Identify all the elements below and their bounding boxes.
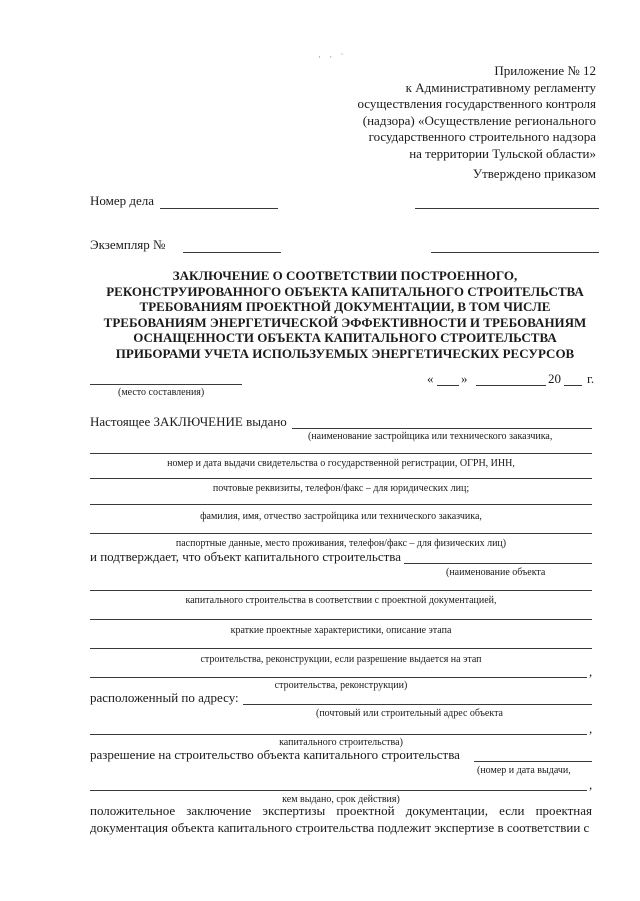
case-number-label: Номер дела bbox=[90, 193, 155, 208]
copy-number-label: Экземпляр № bbox=[90, 237, 166, 252]
object-field-line[interactable] bbox=[90, 648, 592, 649]
confirms-caption: (наименование объекта bbox=[446, 567, 546, 578]
address-field-line[interactable] bbox=[90, 734, 587, 735]
comma: , bbox=[589, 777, 593, 792]
appendix-line: (надзора) «Осуществление регионального bbox=[362, 112, 596, 128]
object-name-field[interactable] bbox=[404, 563, 592, 564]
comma: , bbox=[589, 664, 593, 679]
title-line: ПРИБОРАМИ УЧЕТА ИСПОЛЬЗУЕМЫХ ЭНЕРГЕТИЧЕСКИХ РЕСУРСОВ bbox=[115, 345, 575, 361]
issued-caption: (наименование застройщика или технического заказчика, bbox=[308, 431, 553, 442]
issued-caption: фамилия, имя, отчество застройщика или технического заказчика, bbox=[200, 511, 482, 522]
appendix-line: государственного строительного надзора bbox=[368, 129, 596, 144]
order-number-field[interactable] bbox=[415, 208, 599, 209]
copy-number-field[interactable] bbox=[183, 252, 281, 253]
title-line: ТРЕБОВАНИЯМ ПРОЕКТНОЙ ДОКУМЕНТАЦИИ, В ТОМ ЧИСЛЕ bbox=[139, 299, 551, 315]
permit-label: разрешение на строительство объекта капитального строительства bbox=[90, 747, 460, 762]
issued-to-label: Настоящее ЗАКЛЮЧЕНИЕ выдано bbox=[90, 414, 287, 429]
title-line: ТРЕБОВАНИЯМ ЭНЕРГЕТИЧЕСКОЙ ЭФФЕКТИВНОСТИ И ТРЕБОВАНИЯМ bbox=[103, 314, 587, 330]
title-line: РЕКОНСТРУИРОВАННОГО ОБЪЕКТА КАПИТАЛЬНОГО СТРОИТЕЛЬСТВА bbox=[106, 283, 584, 299]
confirms-caption: краткие проектные характеристики, описание этапа bbox=[230, 625, 452, 636]
issued-caption: номер и дата выдачи свидетельства о государственной регистрации, ОГРН, ИНН, bbox=[167, 458, 515, 469]
date-year-field[interactable] bbox=[564, 385, 582, 386]
confirms-caption: строительства, реконструкции, если разрешение выдается на этап bbox=[200, 654, 482, 665]
issued-field-line[interactable] bbox=[90, 453, 592, 454]
issued-caption: почтовые реквизиты, телефон/факс – для юридических лиц; bbox=[212, 483, 470, 494]
comma: , bbox=[589, 721, 593, 736]
appendix-line: к Административному регламенту bbox=[405, 79, 596, 95]
expertise-paragraph: положительное заключение экспертизы проектной документации, если проектная документация объекта капитального строительства подлежит экспертизе в соответствии с bbox=[90, 803, 592, 835]
address-field[interactable] bbox=[243, 704, 592, 705]
date-day-field[interactable] bbox=[437, 385, 459, 386]
appendix-line: Приложение № 12 bbox=[494, 63, 596, 78]
address-label: расположенный по адресу: bbox=[90, 690, 239, 705]
appendix-line: осуществления государственного контроля bbox=[357, 96, 596, 111]
title-line: ЗАКЛЮЧЕНИЕ О СООТВЕТСТВИИ ПОСТРОЕННОГО, bbox=[172, 268, 518, 283]
confirms-label: и подтверждает, что объект капитального строительства bbox=[90, 549, 402, 564]
issued-to-field[interactable] bbox=[292, 428, 592, 429]
appendix-block bbox=[357, 63, 596, 162]
issued-field-line[interactable] bbox=[90, 478, 592, 479]
date-open-quote: « bbox=[427, 371, 434, 386]
object-field-line[interactable] bbox=[90, 590, 592, 591]
issued-field-line[interactable] bbox=[90, 504, 592, 505]
document-title bbox=[90, 268, 600, 362]
appendix-line: на территории Тульской области» bbox=[409, 145, 596, 161]
approved-label: Утверждено приказом bbox=[472, 166, 596, 181]
confirms-caption: строительства, реконструкции) bbox=[274, 680, 408, 691]
permit-caption: кем выдано, срок действия) bbox=[282, 794, 400, 805]
date-year-prefix: 20 bbox=[548, 371, 561, 386]
confirms-caption: капитального строительства в соответствии с проектной документацией, bbox=[185, 595, 497, 606]
scan-marks: · · ˙ bbox=[318, 52, 347, 62]
case-number-field[interactable] bbox=[160, 208, 278, 209]
place-field[interactable] bbox=[90, 384, 242, 385]
address-caption: (почтовый или строительный адрес объекта bbox=[316, 708, 503, 719]
permit-field[interactable] bbox=[474, 761, 592, 762]
date-close-quote: » bbox=[461, 371, 468, 386]
permit-field-line[interactable] bbox=[90, 790, 587, 791]
date-month-field[interactable] bbox=[476, 385, 546, 386]
order-date-field[interactable] bbox=[431, 252, 599, 253]
issued-field-line[interactable] bbox=[90, 533, 592, 534]
object-field-line[interactable] bbox=[90, 619, 592, 620]
title-line: ОСНАЩЕННОСТИ ОБЪЕКТА КАПИТАЛЬНОГО СТРОИТЕЛЬСТВА bbox=[133, 330, 557, 346]
issued-caption: паспортные данные, место проживания, телефон/факс – для физических лиц) bbox=[175, 538, 507, 549]
object-field-line[interactable] bbox=[90, 677, 587, 678]
date-year-suffix: г. bbox=[587, 371, 595, 386]
place-caption: (место составления) bbox=[118, 387, 205, 398]
address-caption: капитального строительства) bbox=[279, 737, 403, 748]
permit-caption: (номер и дата выдачи, bbox=[477, 765, 571, 776]
